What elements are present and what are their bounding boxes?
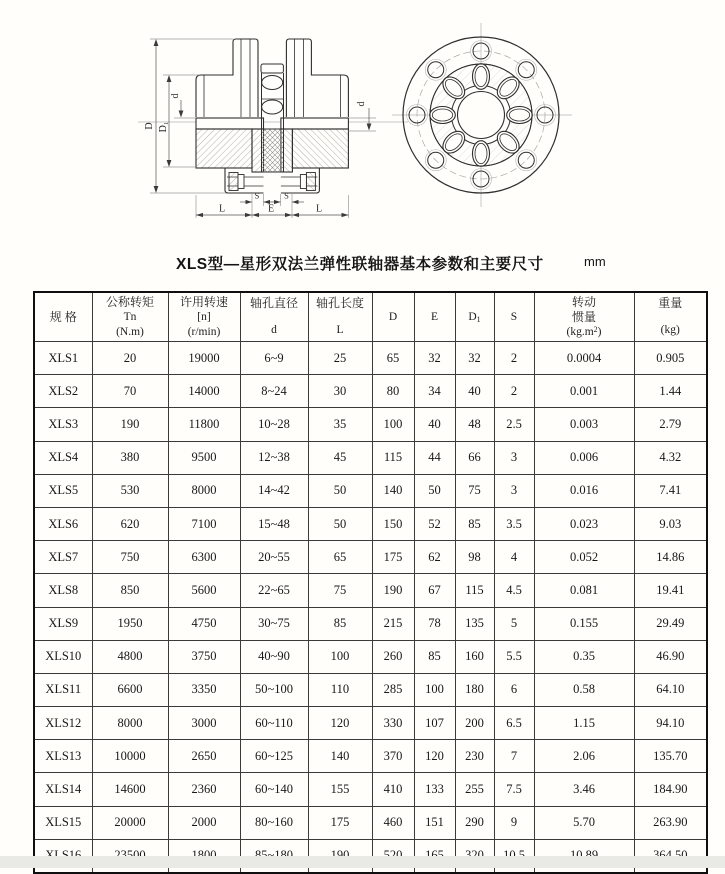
table-row <box>34 342 707 375</box>
table-cell-E: 67 <box>414 574 455 607</box>
table-cell-bore-d: 6~9 <box>240 342 308 375</box>
table-cell-bore-d: 50~100 <box>240 673 308 706</box>
table-cell-speed: 8000 <box>168 474 240 507</box>
table-cell-bore-l: 120 <box>308 707 372 740</box>
table-cell-weight: 19.41 <box>634 574 707 607</box>
table-cell-S: 6 <box>494 673 534 706</box>
table-row <box>34 541 707 574</box>
table-cell-bore-l: 50 <box>308 507 372 540</box>
table-cell-D1: 160 <box>455 640 494 673</box>
table-cell-D: 80 <box>372 375 414 408</box>
table-cell-speed: 11800 <box>168 408 240 441</box>
header-line: 转动 <box>571 294 596 309</box>
table-cell-speed: 19000 <box>168 342 240 375</box>
table-cell-spec: XLS4 <box>34 441 92 474</box>
table-cell-speed: 5600 <box>168 574 240 607</box>
table-cell-bore-d: 30~75 <box>240 607 308 640</box>
header-line: 惯量 <box>571 309 596 324</box>
dim-label-D: D <box>144 122 155 130</box>
table-cell-torque: 1950 <box>92 607 168 640</box>
header-line: 轴孔长度 <box>315 296 364 311</box>
table-cell-D: 260 <box>372 640 414 673</box>
table-cell-E: 40 <box>414 408 455 441</box>
table-cell-D1: 115 <box>455 574 494 607</box>
table-cell-weight: 46.90 <box>634 640 707 673</box>
header-cell-spec <box>34 292 92 342</box>
table-cell-weight: 2.79 <box>634 408 707 441</box>
header-line: $D_1$ <box>468 310 481 324</box>
table-cell-weight: 94.10 <box>634 707 707 740</box>
table-row <box>34 640 707 673</box>
header-cell-bore-l <box>308 292 372 342</box>
table-cell-inertia: 2.06 <box>534 740 634 773</box>
header-line: (r/min) <box>187 325 221 338</box>
table-cell-weight: 263.90 <box>634 806 707 839</box>
table-cell-inertia: 0.081 <box>534 574 634 607</box>
dim-label-d-right: d <box>356 101 367 107</box>
header-line: Tn <box>123 311 137 324</box>
table-cell-D1: 85 <box>455 507 494 540</box>
table-cell-torque: 14600 <box>92 773 168 806</box>
coupling-drawing-svg <box>0 0 725 248</box>
table-cell-bore-l: 50 <box>308 474 372 507</box>
table-cell-speed: 2360 <box>168 773 240 806</box>
table-cell-bore-d: 22~65 <box>240 574 308 607</box>
table-cell-E: 78 <box>414 607 455 640</box>
table-cell-speed: 3000 <box>168 707 240 740</box>
table-cell-S: 5 <box>494 607 534 640</box>
table-cell-speed: 2650 <box>168 740 240 773</box>
header-line: 公称转矩 <box>105 295 154 310</box>
table-cell-spec: XLS10 <box>34 640 92 673</box>
table-cell-D1: 48 <box>455 408 494 441</box>
table-cell-E: 50 <box>414 474 455 507</box>
table-cell-S: 4.5 <box>494 574 534 607</box>
table-cell-weight: 9.03 <box>634 507 707 540</box>
table-cell-weight: 135.70 <box>634 740 707 773</box>
header-cell-D <box>372 292 414 342</box>
header-line: $(kg.m^2)$ <box>566 324 602 338</box>
bottom-strip <box>0 856 725 868</box>
table-cell-spec: XLS14 <box>34 773 92 806</box>
table-cell-torque: 750 <box>92 541 168 574</box>
title-row <box>0 252 725 274</box>
table-cell-S: 2 <box>494 375 534 408</box>
header-line: 轴孔直径 <box>249 296 298 311</box>
table-cell-spec: XLS6 <box>34 507 92 540</box>
table-row <box>34 707 707 740</box>
table-cell-torque: 620 <box>92 507 168 540</box>
table-cell-E: 52 <box>414 507 455 540</box>
table-cell-S: 7 <box>494 740 534 773</box>
table-cell-S: 2 <box>494 342 534 375</box>
table-cell-inertia: 0.0004 <box>534 342 634 375</box>
header-line: E <box>430 310 439 323</box>
table-cell-torque: 380 <box>92 441 168 474</box>
header-line: 规 格 <box>49 309 77 324</box>
table-cell-bore-d: 60~110 <box>240 707 308 740</box>
table-cell-torque: 530 <box>92 474 168 507</box>
parameters-table <box>33 291 708 874</box>
table-cell-torque: 70 <box>92 375 168 408</box>
table-cell-D1: 290 <box>455 806 494 839</box>
header-cell-bore-d <box>240 292 308 342</box>
table-cell-weight: 7.41 <box>634 474 707 507</box>
table-cell-D1: 40 <box>455 375 494 408</box>
table-cell-inertia: 0.155 <box>534 607 634 640</box>
table-cell-bore-d: 80~160 <box>240 806 308 839</box>
header-line: 重量 <box>658 296 683 311</box>
table-cell-inertia: 0.001 <box>534 375 634 408</box>
table-cell-spec: XLS11 <box>34 673 92 706</box>
table-cell-D: 410 <box>372 773 414 806</box>
table-cell-D: 190 <box>372 574 414 607</box>
table-cell-spec: XLS3 <box>34 408 92 441</box>
table-cell-speed: 7100 <box>168 507 240 540</box>
table-cell-D: 285 <box>372 673 414 706</box>
table-cell-S: 5.5 <box>494 640 534 673</box>
table-cell-bore-d: 10~28 <box>240 408 308 441</box>
header-cell-inertia <box>534 292 634 342</box>
table-cell-D1: 66 <box>455 441 494 474</box>
table-cell-E: 120 <box>414 740 455 773</box>
table-cell-E: 85 <box>414 640 455 673</box>
header-line: [n] <box>197 311 211 324</box>
table-cell-bore-l: 110 <box>308 673 372 706</box>
table-cell-bore-l: 140 <box>308 740 372 773</box>
table-cell-D: 175 <box>372 541 414 574</box>
dim-label-S-right: S <box>284 190 289 201</box>
table-cell-S: 2.5 <box>494 408 534 441</box>
table-cell-S: 6.5 <box>494 707 534 740</box>
table-row <box>34 740 707 773</box>
table-cell-D1: 180 <box>455 673 494 706</box>
table-cell-torque: 10000 <box>92 740 168 773</box>
table-cell-S: 9 <box>494 806 534 839</box>
table-cell-bore-l: 100 <box>308 640 372 673</box>
table-cell-E: 34 <box>414 375 455 408</box>
table-cell-spec: XLS2 <box>34 375 92 408</box>
table-cell-speed: 4750 <box>168 607 240 640</box>
table-cell-S: 4 <box>494 541 534 574</box>
header-line: L <box>336 324 344 337</box>
table-cell-bore-l: 35 <box>308 408 372 441</box>
coupling-section-view <box>138 39 408 218</box>
table-cell-D: 460 <box>372 806 414 839</box>
table-cell-bore-l: 175 <box>308 806 372 839</box>
table-cell-inertia: 5.70 <box>534 806 634 839</box>
table-cell-D: 115 <box>372 441 414 474</box>
table-cell-bore-l: 45 <box>308 441 372 474</box>
table-cell-inertia: 1.15 <box>534 707 634 740</box>
table-cell-D1: 230 <box>455 740 494 773</box>
table-cell-bore-d: 15~48 <box>240 507 308 540</box>
table-cell-torque: 8000 <box>92 707 168 740</box>
table-cell-bore-d: 20~55 <box>240 541 308 574</box>
table-cell-inertia: 0.006 <box>534 441 634 474</box>
table-cell-D1: 98 <box>455 541 494 574</box>
dim-label-E: E <box>267 203 275 215</box>
table-cell-inertia: 0.052 <box>534 541 634 574</box>
table-cell-torque: 6600 <box>92 673 168 706</box>
table-cell-spec: XLS8 <box>34 574 92 607</box>
table-row <box>34 607 707 640</box>
table-cell-spec: XLS15 <box>34 806 92 839</box>
table-cell-bore-d: 8~24 <box>240 375 308 408</box>
header-line <box>241 311 308 323</box>
table-cell-E: 107 <box>414 707 455 740</box>
table-cell-bore-d: 14~42 <box>240 474 308 507</box>
table-cell-inertia: 0.003 <box>534 408 634 441</box>
table-cell-speed: 9500 <box>168 441 240 474</box>
header-line: (N.m) <box>116 325 144 338</box>
table-cell-inertia: 0.58 <box>534 673 634 706</box>
page-title: XLS型—星形双法兰弹性联轴器基本参数和主要尺寸 <box>176 256 544 273</box>
table-cell-E: 32 <box>414 342 455 375</box>
table-row <box>34 773 707 806</box>
table-cell-spec: XLS9 <box>34 607 92 640</box>
table-cell-speed: 2000 <box>168 806 240 839</box>
table-cell-speed: 3350 <box>168 673 240 706</box>
table-cell-bore-l: 75 <box>308 574 372 607</box>
table-cell-bore-d: 60~140 <box>240 773 308 806</box>
header-line: S <box>510 310 518 323</box>
table-cell-torque: 20000 <box>92 806 168 839</box>
table-cell-D: 140 <box>372 474 414 507</box>
table-cell-bore-d: 40~90 <box>240 640 308 673</box>
table-cell-speed: 3750 <box>168 640 240 673</box>
header-cell-E <box>414 292 455 342</box>
table-cell-S: 3 <box>494 441 534 474</box>
table-cell-spec: XLS12 <box>34 707 92 740</box>
dim-label-d-left: d <box>170 93 181 99</box>
table-head <box>34 292 707 342</box>
table-cell-bore-l: 65 <box>308 541 372 574</box>
header-line: d <box>271 324 277 337</box>
table-cell-inertia: 0.016 <box>534 474 634 507</box>
table-cell-torque: 4800 <box>92 640 168 673</box>
table-cell-D1: 32 <box>455 342 494 375</box>
table-cell-bore-l: 25 <box>308 342 372 375</box>
table-cell-weight: 1.44 <box>634 375 707 408</box>
table-cell-inertia: 0.023 <box>534 507 634 540</box>
table-cell-torque: 850 <box>92 574 168 607</box>
table-row <box>34 507 707 540</box>
table-cell-inertia: 0.35 <box>534 640 634 673</box>
dim-label-D1: D₁ <box>158 121 169 133</box>
table-cell-torque: 190 <box>92 408 168 441</box>
header-row <box>34 292 707 342</box>
dim-label-L-left: L <box>218 203 226 215</box>
table-cell-D1: 255 <box>455 773 494 806</box>
table-cell-E: 151 <box>414 806 455 839</box>
table-row <box>34 408 707 441</box>
table-cell-spec: XLS7 <box>34 541 92 574</box>
header-cell-weight <box>634 292 707 342</box>
header-cell-D1 <box>455 292 494 342</box>
table-cell-bore-d: 12~38 <box>240 441 308 474</box>
table-cell-D1: 200 <box>455 707 494 740</box>
table-cell-D: 150 <box>372 507 414 540</box>
table-cell-weight: 29.49 <box>634 607 707 640</box>
table-cell-spec: XLS1 <box>34 342 92 375</box>
unit-label: mm <box>584 254 606 269</box>
dim-label-S-left: S <box>254 190 260 201</box>
dim-label-L-right: L <box>315 203 323 215</box>
table-cell-spec: XLS5 <box>34 474 92 507</box>
coupling-front-view <box>392 23 572 207</box>
table-cell-D: 330 <box>372 707 414 740</box>
table-cell-D: 370 <box>372 740 414 773</box>
table-cell-E: 62 <box>414 541 455 574</box>
table-cell-D: 215 <box>372 607 414 640</box>
table-row <box>34 375 707 408</box>
table-cell-weight: 184.90 <box>634 773 707 806</box>
technical-drawing <box>0 0 725 248</box>
table-cell-inertia: 3.46 <box>534 773 634 806</box>
table-cell-bore-l: 155 <box>308 773 372 806</box>
table-cell-weight: 0.905 <box>634 342 707 375</box>
table-cell-S: 7.5 <box>494 773 534 806</box>
table-cell-speed: 6300 <box>168 541 240 574</box>
table-cell-weight: 14.86 <box>634 541 707 574</box>
header-line: 许用转速 <box>179 295 228 310</box>
table-row <box>34 474 707 507</box>
table-row <box>34 806 707 839</box>
table-cell-bore-l: 85 <box>308 607 372 640</box>
header-cell-S <box>494 292 534 342</box>
table-row <box>34 673 707 706</box>
table-cell-weight: 64.10 <box>634 673 707 706</box>
header-line <box>309 311 372 323</box>
table-cell-S: 3 <box>494 474 534 507</box>
table-cell-bore-l: 30 <box>308 375 372 408</box>
table-cell-E: 133 <box>414 773 455 806</box>
header-line: (kg) <box>660 324 680 337</box>
table-row <box>34 574 707 607</box>
table-cell-D: 100 <box>372 408 414 441</box>
table-row <box>34 441 707 474</box>
header-line <box>635 311 707 323</box>
header-cell-torque <box>92 292 168 342</box>
table-cell-D: 65 <box>372 342 414 375</box>
table-cell-D1: 135 <box>455 607 494 640</box>
table-body <box>34 342 707 874</box>
header-line: D <box>388 310 398 323</box>
table-cell-E: 100 <box>414 673 455 706</box>
table-cell-S: 3.5 <box>494 507 534 540</box>
table-cell-D1: 75 <box>455 474 494 507</box>
table-cell-torque: 20 <box>92 342 168 375</box>
header-cell-speed <box>168 292 240 342</box>
table-cell-spec: XLS13 <box>34 740 92 773</box>
table-cell-bore-d: 60~125 <box>240 740 308 773</box>
table-cell-E: 44 <box>414 441 455 474</box>
table-cell-weight: 4.32 <box>634 441 707 474</box>
table-cell-speed: 14000 <box>168 375 240 408</box>
